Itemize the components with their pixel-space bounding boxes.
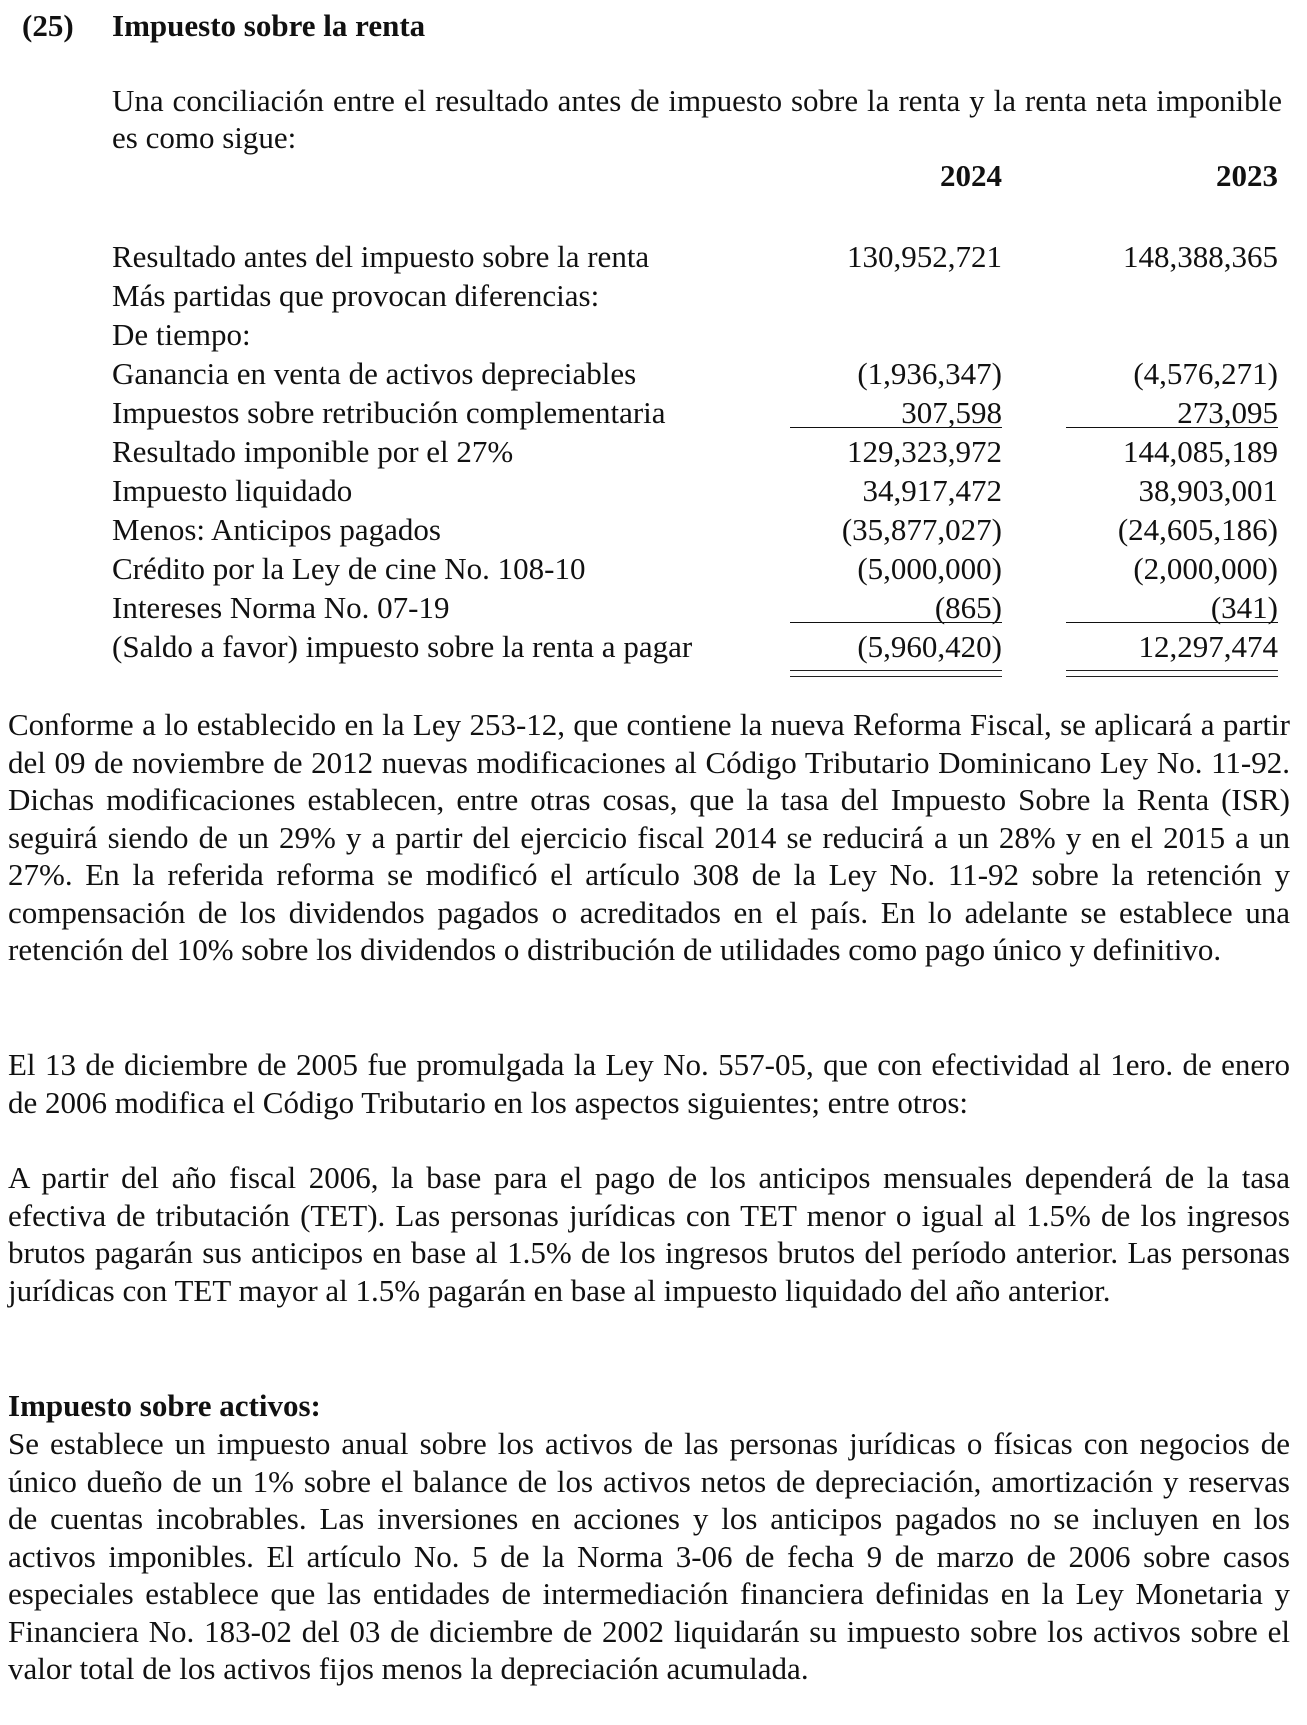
column-header-2024: 2024 — [940, 158, 1002, 193]
table-row — [0, 237, 1307, 276]
row-label: Ganancia en venta de activos depreciables — [112, 356, 637, 391]
table-row — [0, 276, 1307, 315]
subtotal-rule — [790, 427, 1002, 428]
value-2024: (5,000,000) — [857, 551, 1002, 586]
table-row — [0, 315, 1307, 354]
value-2024: 34,917,472 — [862, 473, 1002, 508]
value-2024: 130,952,721 — [847, 239, 1002, 274]
row-label: Impuestos sobre retribución complementaria — [112, 395, 666, 430]
section-title: Impuesto sobre la renta — [112, 8, 426, 43]
paragraph-impuesto-activos: Se establece un impuesto anual sobre los activos de las personas jurídicas o físicas con negocios de único dueño de un 1% sobre el balance de los activos netos de depreciación, amortización y reservas de cuentas incobrables. Las inversiones en acciones y los anticipos pagados no se incluyen en los activos imponibles. El artículo No. 5 de la Norma 3-06 de fecha 9 de marzo de 2006 sobre casos especiales establece que las entidades de intermediación financiera definidas en la Ley Monetaria y Financiera No. 183-02 del 03 de diciembre de 2002 liquidarán su impuesto sobre los activos sobre el valor total de los activos fijos menos la depreciación acumulada. — [8, 1426, 1290, 1686]
table-row — [0, 471, 1307, 510]
paragraph-reforma-fiscal: Conforme a lo establecido en la Ley 253-12, que contiene la nueva Reforma Fiscal, se aplicará a partir del 09 de noviembre de 2012 nuevas modificaciones al Código Tributario Dominicano Ley No. 11-92. Dichas modificaciones establecen, entre otras cosas, que la tasa del Impuesto Sobre la Renta (ISR) seguirá siendo de un 29% y a partir del ejercicio fiscal 2014 se reducirá a un 28% y en el 2015 a un 27%. En la referida reforma se modificó el artículo 308 de la Ley No. 11-92 sobre la retención y compensación de los dividendos pagados o acreditados en el país. En lo adelante se establece una retención del 10% sobre los dividendos o distribución de utilidades como pago único y definitivo. — [8, 707, 1290, 967]
row-label: Resultado antes del impuesto sobre la renta — [112, 239, 650, 274]
value-2023: 38,903,001 — [1138, 473, 1278, 508]
row-label: (Saldo a favor) impuesto sobre la renta a pagar — [112, 629, 693, 664]
row-label: Crédito por la Ley de cine No. 108-10 — [112, 551, 586, 586]
subheading-impuesto-activos: Impuesto sobre activos: — [8, 1388, 321, 1423]
value-2023: 12,297,474 — [1138, 629, 1278, 664]
row-label: Más partidas que provocan diferencias: — [112, 278, 600, 313]
table-row — [0, 393, 1307, 432]
row-label: De tiempo: — [112, 317, 251, 352]
row-label: Menos: Anticipos pagados — [112, 512, 441, 547]
table-row — [0, 354, 1307, 393]
subtotal-rule — [1066, 622, 1278, 623]
value-2024: (35,877,027) — [841, 512, 1002, 547]
row-label: Resultado imponible por el 27% — [112, 434, 514, 469]
value-2023: 273,095 — [1177, 395, 1278, 430]
value-2024: (1,936,347) — [857, 356, 1002, 391]
table-row — [0, 510, 1307, 549]
value-2023: (2,000,000) — [1133, 551, 1278, 586]
double-underline — [1066, 670, 1278, 677]
value-2024: (865) — [934, 590, 1002, 625]
subtotal-rule — [1066, 427, 1278, 428]
value-2023: (24,605,186) — [1117, 512, 1278, 547]
value-2024: (5,960,420) — [857, 629, 1002, 664]
total-double-rule — [0, 666, 1307, 686]
column-header-2023: 2023 — [1216, 158, 1278, 193]
paragraph-anticipos: A partir del año fiscal 2006, la base para el pago de los anticipos mensuales dependerá de la tasa efectiva de tributación (TET). Las personas jurídicas con TET menor o igual al 1.5% de los ingresos brutos pagarán sus anticipos en base al 1.5% de los ingresos brutos del período anterior. Las personas jurídicas con TET mayor al 1.5% pagarán en base al impuesto liquidado del año anterior. — [8, 1160, 1290, 1308]
table-row — [0, 432, 1307, 471]
row-label: Intereses Norma No. 07-19 — [112, 590, 450, 625]
value-2023: 148,388,365 — [1123, 239, 1278, 274]
reconciliation-table — [0, 237, 1307, 686]
subtotal-rule — [790, 622, 1002, 623]
double-underline — [790, 670, 1002, 677]
table-row-total — [0, 627, 1307, 666]
value-2023: (341) — [1210, 590, 1278, 625]
value-2024: 129,323,972 — [847, 434, 1002, 469]
value-2024: 307,598 — [901, 395, 1002, 430]
row-label: Impuesto liquidado — [112, 473, 353, 508]
intro-paragraph: Una conciliación entre el resultado antes de impuesto sobre la renta y la renta neta imponible es como sigue: — [112, 83, 1282, 155]
value-2023: (4,576,271) — [1133, 356, 1278, 391]
section-heading — [22, 8, 425, 44]
paragraph-ley-557: El 13 de diciembre de 2005 fue promulgada la Ley No. 557-05, que con efectividad al 1ero. de enero de 2006 modifica el Código Tributario en los aspectos siguientes; entre otros: — [8, 1047, 1290, 1120]
value-2023: 144,085,189 — [1123, 434, 1278, 469]
table-row — [0, 588, 1307, 627]
section-number: (25) — [22, 8, 74, 43]
table-row — [0, 549, 1307, 588]
